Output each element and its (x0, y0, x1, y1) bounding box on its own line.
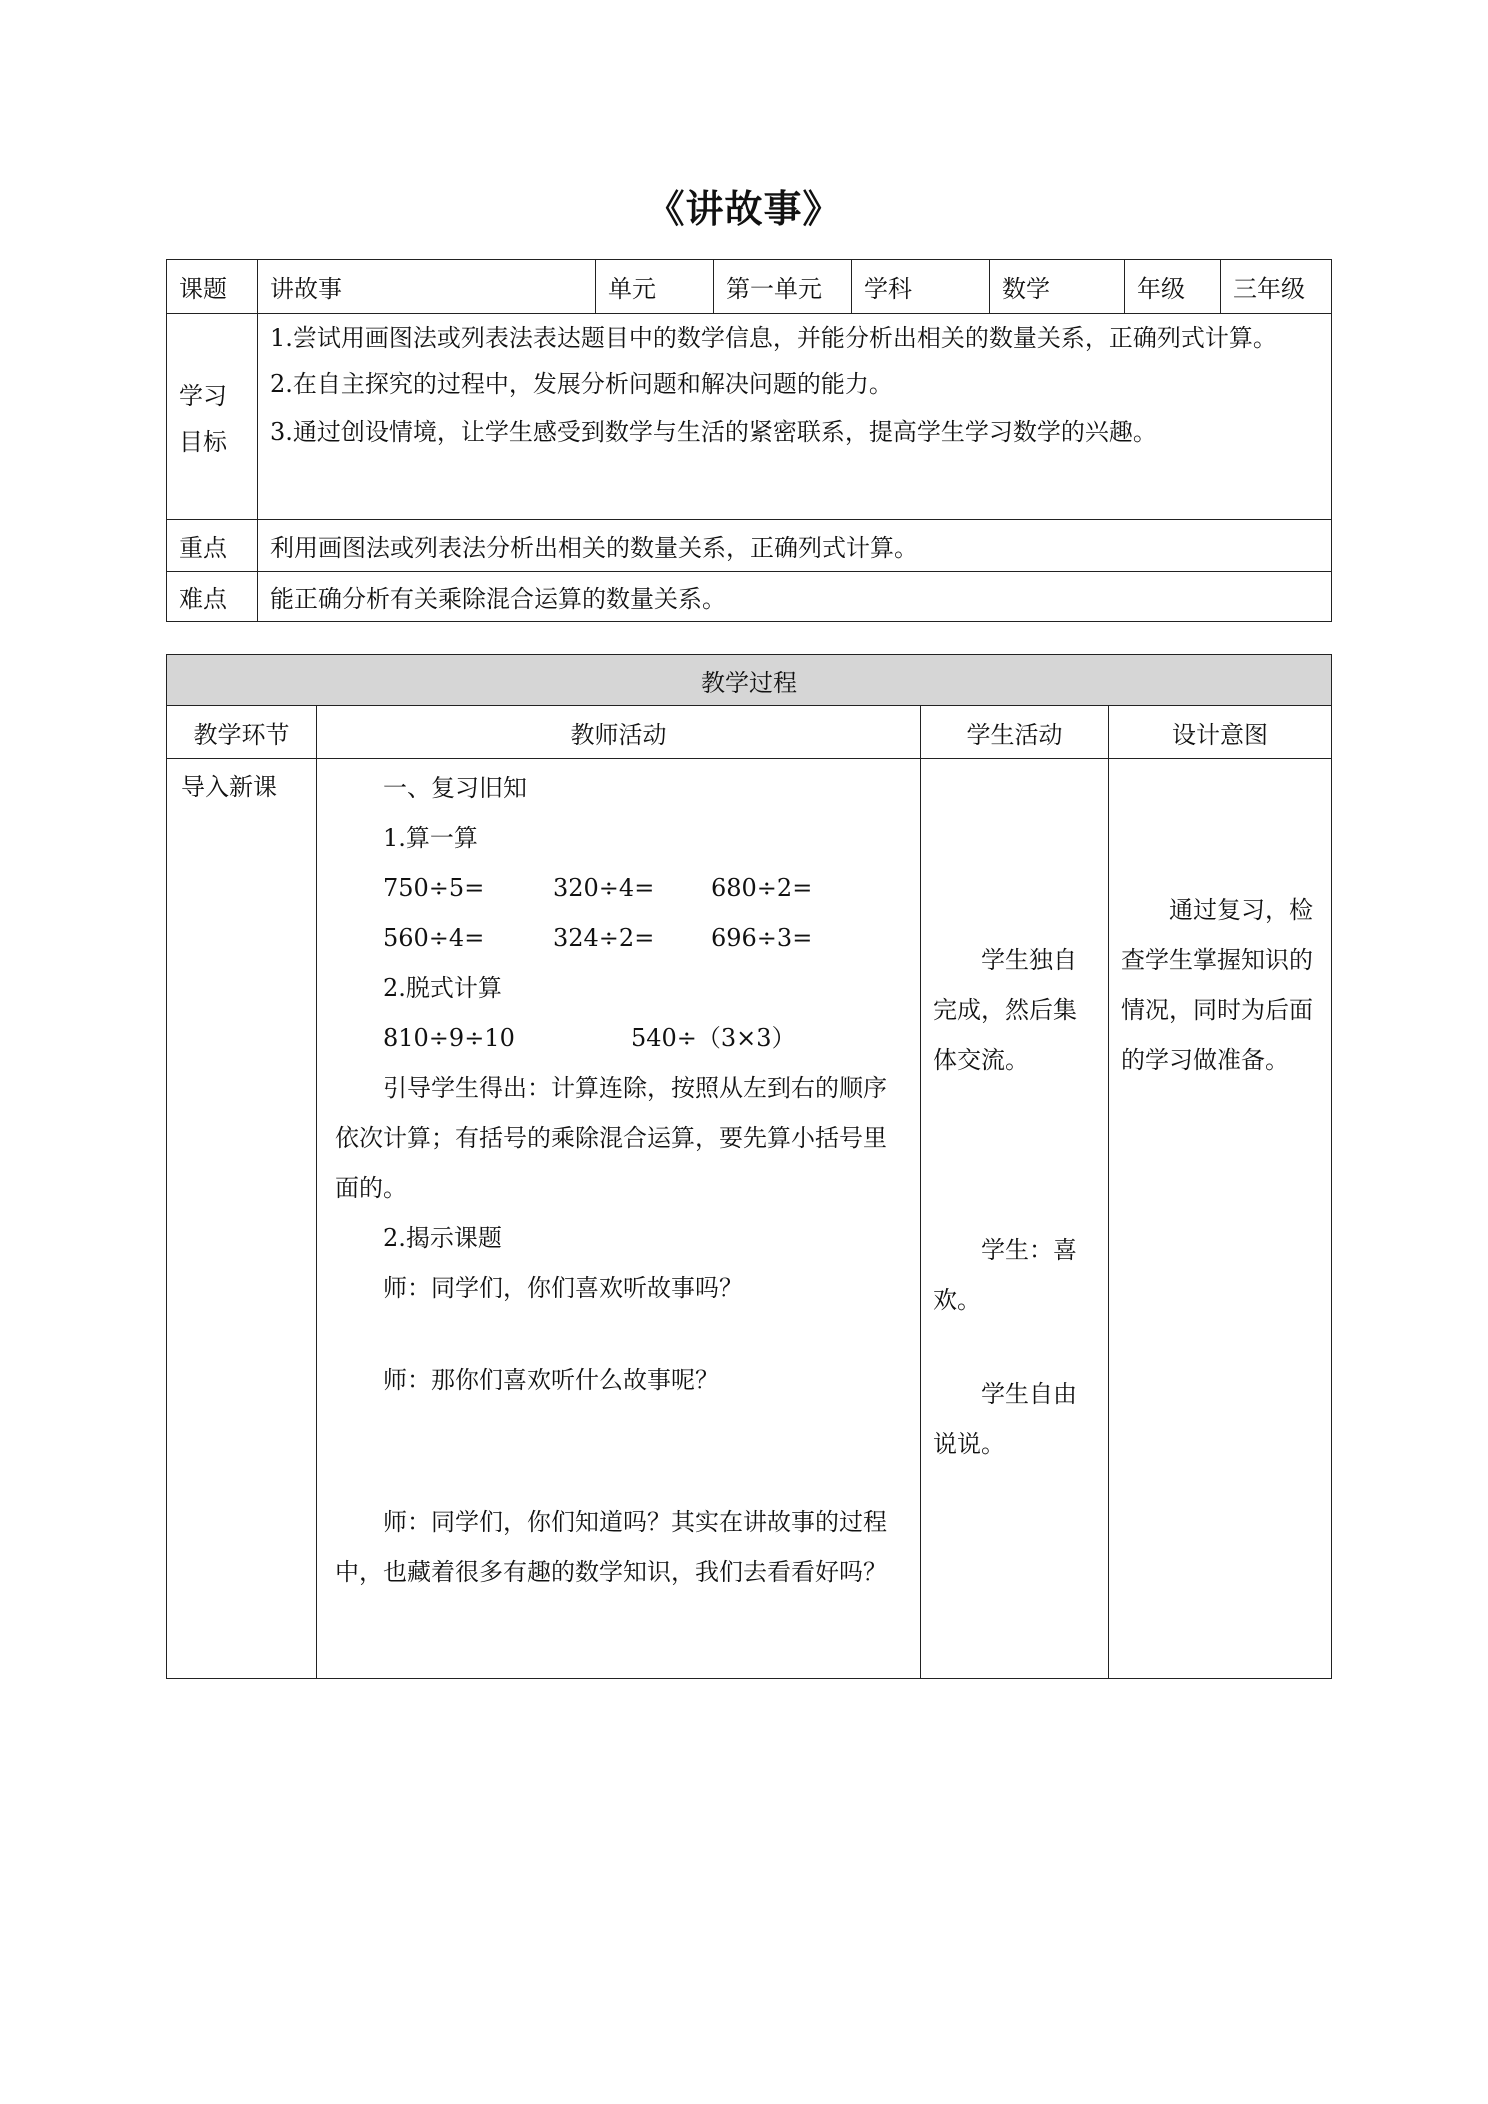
goal-item: 3.通过创设情境，让学生感受到数学与生活的紧密联系，提高学生学习数学的兴趣。 (270, 418, 1157, 446)
grade-value: 三年级 (1221, 260, 1332, 314)
info-row-key (167, 520, 1332, 572)
sub-heading: 1.算一算 (383, 824, 478, 852)
calc-row (335, 1013, 902, 1063)
info-row-difficulty (167, 572, 1332, 622)
calc-row (335, 913, 902, 963)
unit-label: 单元 (596, 260, 714, 314)
calc-item: 560÷4= (383, 924, 485, 952)
column-header-stage: 教学环节 (167, 706, 317, 759)
teacher-question: 师：那你们喜欢听什么故事呢？ (383, 1366, 719, 1394)
document-title: 《讲故事》 (646, 186, 842, 231)
lesson-info-table (166, 259, 1332, 622)
goal-item: 2.在自主探究的过程中，发展分析问题和解决问题的能力。 (270, 370, 893, 398)
guide-text: 引导学生得出：计算连除，按照从左到右的顺序依次计算；有括号的乘除混合运算，要先算小括号里面的。 (335, 1074, 887, 1202)
teacher-activity-cell (317, 759, 921, 1679)
difficulty-label: 难点 (167, 572, 258, 622)
info-row-topic (167, 260, 1332, 314)
difficulty-value: 能正确分析有关乘除混合运算的数量关系。 (258, 572, 1332, 622)
column-header-student: 学生活动 (921, 706, 1109, 759)
unit-value: 第一单元 (714, 260, 852, 314)
calc-item: 696÷3= (711, 924, 813, 952)
column-header-teacher: 教师活动 (317, 706, 921, 759)
calc-row (335, 863, 902, 913)
student-response: 学生自由说说。 (933, 1380, 1077, 1458)
topic-label: 课题 (167, 260, 258, 314)
grade-label: 年级 (1125, 260, 1221, 314)
review-title: 一、复习旧知 (383, 774, 527, 802)
teacher-question: 师：同学们，你们知道吗？其实在讲故事的过程中，也藏着很多有趣的数学知识，我们去看看好吗？ (335, 1508, 887, 1586)
subject-value: 数学 (990, 260, 1125, 314)
goals-cell (258, 314, 1332, 520)
sub-heading: 2.脱式计算 (383, 974, 502, 1002)
teaching-process-table (166, 654, 1332, 1679)
calc-item: 810÷9÷10 (383, 1024, 515, 1052)
calc-item: 320÷4= (553, 874, 655, 902)
student-response: 学生：喜欢。 (933, 1236, 1077, 1314)
key-value: 利用画图法或列表法分析出相关的数量关系，正确列式计算。 (258, 520, 1332, 572)
student-response: 学生独自完成，然后集体交流。 (933, 946, 1077, 1074)
intent-text: 通过复习，检查学生掌握知识的情况，同时为后面的学习做准备。 (1121, 896, 1313, 1074)
process-row-intro (167, 759, 1332, 1679)
goals-label: 学习目标 (167, 314, 258, 520)
process-column-headers (167, 706, 1332, 759)
subject-label: 学科 (852, 260, 990, 314)
student-activity-cell (921, 759, 1109, 1679)
topic-value: 讲故事 (258, 260, 596, 314)
calc-item: 680÷2= (711, 874, 813, 902)
info-row-goals (167, 314, 1332, 520)
calc-item: 750÷5= (383, 874, 485, 902)
calc-item: 540÷（3×3） (631, 1024, 796, 1052)
goal-item: 1.尝试用画图法或列表法表达题目中的数学信息，并能分析出相关的数量关系，正确列式计算。 (270, 324, 1277, 352)
key-label: 重点 (167, 520, 258, 572)
calc-item: 324÷2= (553, 924, 655, 952)
sub-heading: 2.揭示课题 (383, 1224, 502, 1252)
stage-cell: 导入新课 (167, 759, 317, 1679)
process-heading: 教学过程 (167, 655, 1332, 706)
column-header-intent: 设计意图 (1109, 706, 1332, 759)
teacher-question: 师：同学们，你们喜欢听故事吗？ (383, 1274, 743, 1302)
design-intent-cell (1109, 759, 1332, 1679)
